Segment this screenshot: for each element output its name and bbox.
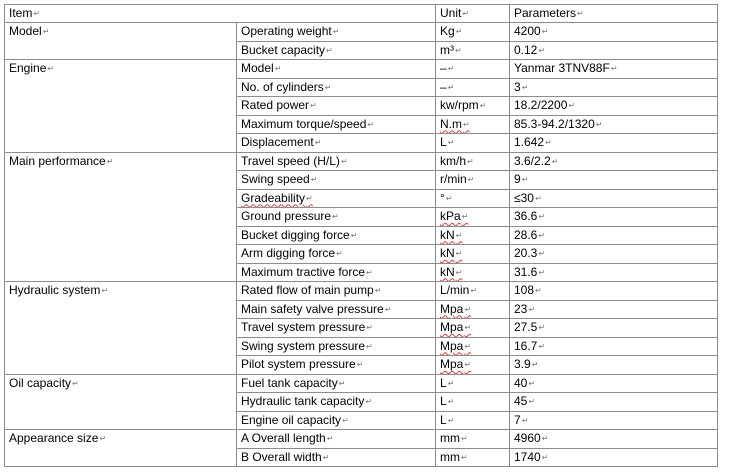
spec-label-cell <box>237 60 436 79</box>
spec-unit: L ↵ <box>440 135 454 149</box>
spec-label-cell <box>237 78 436 97</box>
spec-unit-cell <box>436 41 510 60</box>
spec-value: ≤30 ↵ <box>514 191 542 205</box>
spec-label-cell <box>237 115 436 134</box>
spec-unit-cell <box>436 448 510 467</box>
spec-value: 85.3-94.2/1320 ↵ <box>514 117 602 131</box>
header-item <box>5 5 436 23</box>
spec-unit: ° ↵ <box>440 191 453 205</box>
spec-label-cell <box>237 226 436 245</box>
spec-unit-cell <box>436 430 510 449</box>
spec-unit-cell <box>436 337 510 356</box>
spec-unit-cell <box>436 300 510 319</box>
spec-label: Gradeability ↵ <box>241 191 313 205</box>
spec-value-cell <box>510 263 718 282</box>
spec-value: 28.6 ↵ <box>514 228 545 242</box>
spec-label-cell <box>237 41 436 60</box>
spec-label-cell <box>237 319 436 338</box>
spec-value-cell <box>510 300 718 319</box>
spec-label-cell <box>237 152 436 171</box>
spec-value-cell <box>510 374 718 393</box>
spec-value-cell <box>510 411 718 430</box>
spec-label-cell <box>237 189 436 208</box>
spec-unit: kN ↵ <box>440 246 462 260</box>
spec-value-cell <box>510 189 718 208</box>
spec-table-container <box>4 4 718 467</box>
spec-value-cell <box>510 115 718 134</box>
spec-value-cell <box>510 245 718 264</box>
header-item-label: Item ↵ <box>9 6 40 20</box>
spec-unit: mm ↵ <box>440 431 468 445</box>
spec-label: Bucket capacity ↵ <box>241 43 333 57</box>
spec-value-cell <box>510 356 718 375</box>
group-name: Appearance size ↵ <box>9 431 106 445</box>
spec-unit-cell <box>436 263 510 282</box>
spec-unit-cell <box>436 115 510 134</box>
spec-label: Engine oil capacity ↵ <box>241 413 349 427</box>
spec-unit: r/min ↵ <box>440 172 474 186</box>
spec-value-cell <box>510 23 718 42</box>
spec-unit: kN ↵ <box>440 228 462 242</box>
spec-table <box>4 4 718 467</box>
spec-value-cell <box>510 97 718 116</box>
spec-unit-cell <box>436 23 510 42</box>
spec-label-cell <box>237 208 436 227</box>
spec-label-cell <box>237 430 436 449</box>
spec-unit-cell <box>436 78 510 97</box>
spec-label: Hydraulic tank capacity ↵ <box>241 394 372 408</box>
spec-unit: kw/rpm ↵ <box>440 98 486 112</box>
spec-unit: N.m ↵ <box>440 117 470 131</box>
spec-value: 16.7 ↵ <box>514 339 545 353</box>
spec-unit-cell <box>436 356 510 375</box>
spec-unit-cell <box>436 393 510 412</box>
group-name-cell <box>5 282 237 375</box>
spec-unit-cell <box>436 60 510 79</box>
spec-unit: kPa ↵ <box>440 209 468 223</box>
spec-value: 40 ↵ <box>514 376 535 390</box>
spec-value: 4960 ↵ <box>514 431 548 445</box>
spec-value: 0.12 ↵ <box>514 43 545 57</box>
spec-label: Main safety valve pressure ↵ <box>241 302 391 316</box>
spec-label: Travel system pressure ↵ <box>241 320 373 334</box>
spec-unit-cell <box>436 226 510 245</box>
spec-value: 36.6 ↵ <box>514 209 545 223</box>
spec-label-cell <box>237 393 436 412</box>
spec-label: A Overall length ↵ <box>241 431 333 445</box>
spec-value-cell <box>510 152 718 171</box>
spec-unit: Kg ↵ <box>440 24 462 38</box>
spec-label-cell <box>237 245 436 264</box>
spec-unit: L ↵ <box>440 394 454 408</box>
spec-unit: L ↵ <box>440 376 454 390</box>
spec-unit: Mpa ↵ <box>440 302 471 316</box>
spec-value-cell <box>510 319 718 338</box>
spec-label-cell <box>237 97 436 116</box>
spec-label-cell <box>237 356 436 375</box>
spec-value: 7 ↵ <box>514 413 528 427</box>
spec-label: Ground pressure ↵ <box>241 209 339 223</box>
spec-unit: mm ↵ <box>440 450 468 464</box>
group-name-cell <box>5 152 237 282</box>
spec-unit: L/min ↵ <box>440 283 477 297</box>
spec-value: 3.9 ↵ <box>514 357 538 371</box>
spec-label: Fuel tank capacity ↵ <box>241 376 345 390</box>
spec-unit: m³ ↵ <box>440 43 462 57</box>
spec-unit-cell <box>436 282 510 301</box>
spec-value-cell <box>510 448 718 467</box>
spec-row <box>5 374 718 393</box>
spec-unit: Mpa ↵ <box>440 357 471 371</box>
group-name: Model ↵ <box>9 24 49 38</box>
spec-row <box>5 152 718 171</box>
header-row <box>5 5 718 23</box>
spec-label: Operating weight ↵ <box>241 24 339 38</box>
spec-value: 31.6 ↵ <box>514 265 545 279</box>
group-name-cell <box>5 430 237 467</box>
spec-label-cell <box>237 282 436 301</box>
spec-value-cell <box>510 60 718 79</box>
spec-unit-cell <box>436 374 510 393</box>
spec-label: Rated power ↵ <box>241 98 317 112</box>
spec-label: Displacement ↵ <box>241 135 321 149</box>
group-name: Engine ↵ <box>9 61 54 75</box>
spec-unit: Mpa ↵ <box>440 339 471 353</box>
spec-label: Maximum tractive force ↵ <box>241 265 373 279</box>
spec-value: 45 ↵ <box>514 394 535 408</box>
spec-value-cell <box>510 337 718 356</box>
spec-unit: L ↵ <box>440 413 454 427</box>
group-name: Hydraulic system ↵ <box>9 283 108 297</box>
spec-unit-cell <box>436 189 510 208</box>
spec-value: 1740 ↵ <box>514 450 548 464</box>
spec-label: Pilot system pressure ↵ <box>241 357 363 371</box>
spec-label-cell <box>237 23 436 42</box>
spec-value-cell <box>510 208 718 227</box>
header-unit <box>436 5 510 23</box>
spec-unit: – ↵ <box>440 80 454 94</box>
header-parameters-label: Parameters ↵ <box>514 6 584 20</box>
spec-row <box>5 23 718 42</box>
header-parameters <box>510 5 718 23</box>
spec-value-cell <box>510 171 718 190</box>
group-name: Oil capacity ↵ <box>9 376 79 390</box>
spec-unit-cell <box>436 97 510 116</box>
group-name-cell <box>5 374 237 430</box>
spec-label: Maximum torque/speed ↵ <box>241 117 374 131</box>
spec-label: Swing speed ↵ <box>241 172 317 186</box>
spec-unit-cell <box>436 152 510 171</box>
spec-value: 20.3 ↵ <box>514 246 545 260</box>
spec-unit: kN ↵ <box>440 265 462 279</box>
spec-value-cell <box>510 78 718 97</box>
spec-label-cell <box>237 300 436 319</box>
spec-value-cell <box>510 282 718 301</box>
spec-label: Travel speed (H/L) ↵ <box>241 154 348 168</box>
spec-unit: – ↵ <box>440 61 454 75</box>
spec-value: 3.6/2.2 ↵ <box>514 154 558 168</box>
spec-label: Model ↵ <box>241 61 281 75</box>
spec-value: 108 ↵ <box>514 283 542 297</box>
spec-unit: Mpa ↵ <box>440 320 471 334</box>
group-name-cell <box>5 60 237 153</box>
spec-value: 27.5 ↵ <box>514 320 545 334</box>
group-name-cell <box>5 23 237 60</box>
spec-label-cell <box>237 263 436 282</box>
spec-value: Yanmar 3TNV88F ↵ <box>514 61 618 75</box>
spec-table-body <box>5 5 718 467</box>
spec-value: 4200 ↵ <box>514 24 548 38</box>
spec-value: 1.642 ↵ <box>514 135 552 149</box>
spec-row <box>5 60 718 79</box>
spec-value-cell <box>510 393 718 412</box>
spec-label: Arm digging force ↵ <box>241 246 343 260</box>
spec-value: 23 ↵ <box>514 302 535 316</box>
spec-label: B Overall width ↵ <box>241 450 329 464</box>
spec-unit-cell <box>436 411 510 430</box>
spec-label-cell <box>237 374 436 393</box>
spec-value-cell <box>510 430 718 449</box>
spec-label: Rated flow of main pump ↵ <box>241 283 381 297</box>
group-name: Main performance ↵ <box>9 154 113 168</box>
spec-value: 3 ↵ <box>514 80 528 94</box>
spec-unit-cell <box>436 134 510 153</box>
spec-value: 9 ↵ <box>514 172 528 186</box>
spec-label-cell <box>237 134 436 153</box>
spec-label-cell <box>237 337 436 356</box>
spec-label-cell <box>237 448 436 467</box>
header-unit-label: Unit ↵ <box>440 6 469 20</box>
spec-unit-cell <box>436 245 510 264</box>
spec-value: 18.2/2200 ↵ <box>514 98 575 112</box>
spec-row <box>5 282 718 301</box>
spec-unit: km/h ↵ <box>440 154 474 168</box>
spec-unit-cell <box>436 319 510 338</box>
spec-unit-cell <box>436 171 510 190</box>
spec-value-cell <box>510 41 718 60</box>
spec-label: No. of cylinders ↵ <box>241 80 331 94</box>
spec-value-cell <box>510 134 718 153</box>
spec-label: Swing system pressure ↵ <box>241 339 373 353</box>
spec-label: Bucket digging force ↵ <box>241 228 357 242</box>
spec-row <box>5 430 718 449</box>
spec-unit-cell <box>436 208 510 227</box>
spec-label-cell <box>237 411 436 430</box>
spec-value-cell <box>510 226 718 245</box>
spec-label-cell <box>237 171 436 190</box>
